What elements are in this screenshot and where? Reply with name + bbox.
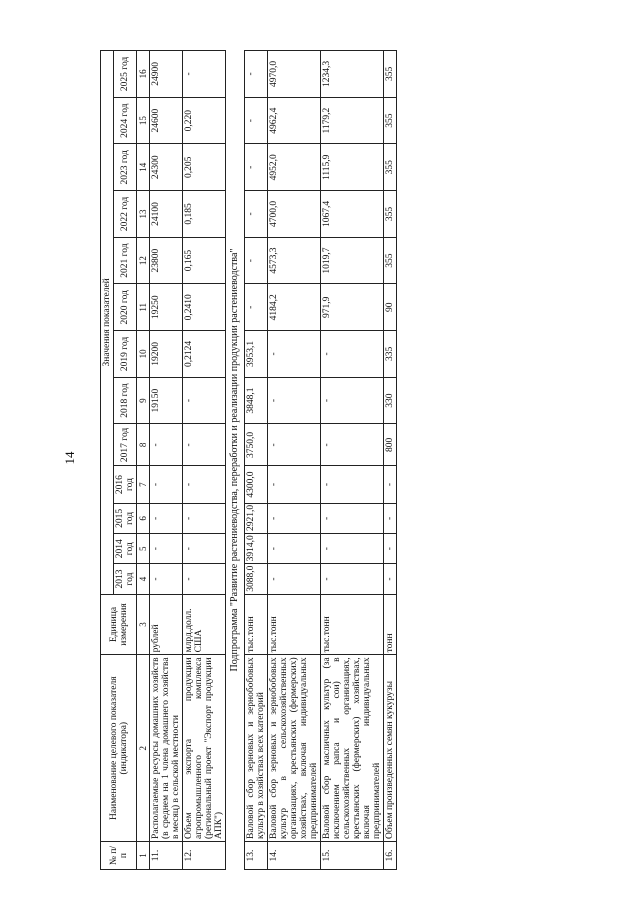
value-cell: 3914,0 xyxy=(245,534,268,564)
header-year: 2022 год xyxy=(114,191,137,238)
header-year: 2016 год xyxy=(114,466,137,503)
indicator-name: Валовой сбор зерновых и зернобобовых культур в хозяйствах всех категорий xyxy=(245,655,268,842)
column-numbers-row xyxy=(137,51,150,870)
row-number: 14. xyxy=(268,842,321,870)
value-cell: 0,2410 xyxy=(183,284,226,331)
column-number: 11 xyxy=(137,284,150,331)
value-cell: - xyxy=(150,534,183,564)
column-number: 4 xyxy=(137,564,150,594)
value-cell: - xyxy=(245,237,268,284)
value-cell: 0,205 xyxy=(183,144,226,191)
indicator-name: Объем произведенных семян кукурузы xyxy=(384,655,397,842)
value-cell: 3088,0 xyxy=(245,564,268,594)
value-cell: 3953,1 xyxy=(245,331,268,378)
column-number: 8 xyxy=(137,424,150,466)
value-cell: - xyxy=(183,51,226,98)
subprogram-title: Подпрограмма "Развитие растениеводства, переработки и реализации продукции растениеводства" xyxy=(229,248,240,672)
value-cell: - xyxy=(245,97,268,144)
indicator-name: Располагаемые ресурсы домашних хозяйств (в среднем на 1 члена домашнего хозяйства в месяц) в сельской местности xyxy=(150,655,183,842)
unit-cell: млрд.долл. США xyxy=(183,594,226,655)
header-year: 2014 год xyxy=(114,534,137,564)
header-values-group: Значения показателей xyxy=(101,51,114,595)
value-cell: - xyxy=(268,331,321,378)
column-number: 15 xyxy=(137,97,150,144)
header-year: 2024 год xyxy=(114,97,137,144)
value-cell: 330 xyxy=(384,377,397,424)
value-cell: - xyxy=(268,466,321,503)
unit-cell: тыс.тонн xyxy=(245,594,268,655)
column-number: 2 xyxy=(137,655,150,842)
unit-cell: тонн xyxy=(384,594,397,655)
header-unit: Единица измерения xyxy=(101,594,137,655)
value-cell: - xyxy=(183,466,226,503)
column-number: 5 xyxy=(137,534,150,564)
value-cell: - xyxy=(321,331,384,378)
value-cell: - xyxy=(183,503,226,533)
value-cell: 4573,3 xyxy=(268,237,321,284)
value-cell: - xyxy=(245,284,268,331)
value-cell: 19200 xyxy=(150,331,183,378)
value-cell: 0,2124 xyxy=(183,331,226,378)
value-cell: - xyxy=(183,424,226,466)
value-cell: - xyxy=(150,424,183,466)
value-cell: 4952,0 xyxy=(268,144,321,191)
value-cell: 0,185 xyxy=(183,191,226,238)
row-number: 15. xyxy=(321,842,384,870)
value-cell: - xyxy=(245,144,268,191)
value-cell: - xyxy=(384,466,397,503)
column-number: 1 xyxy=(137,842,150,870)
value-cell: 355 xyxy=(384,237,397,284)
value-cell: - xyxy=(268,503,321,533)
value-cell: 1115,9 xyxy=(321,144,384,191)
column-number: 7 xyxy=(137,466,150,503)
value-cell: 355 xyxy=(384,191,397,238)
value-cell: 1019,7 xyxy=(321,237,384,284)
value-cell: - xyxy=(245,191,268,238)
value-cell: 24600 xyxy=(150,97,183,144)
value-cell: 24100 xyxy=(150,191,183,238)
value-cell: 1067,4 xyxy=(321,191,384,238)
header-year: 2021 год xyxy=(114,237,137,284)
value-cell: 4970,0 xyxy=(268,51,321,98)
value-cell: 800 xyxy=(384,424,397,466)
value-cell: 355 xyxy=(384,51,397,98)
value-cell: 19150 xyxy=(150,377,183,424)
subprogram-row xyxy=(226,51,245,870)
row-number: 16. xyxy=(384,842,397,870)
column-number: 16 xyxy=(137,51,150,98)
value-cell: - xyxy=(321,377,384,424)
table-row xyxy=(384,51,397,870)
indicator-name: Валовой сбор зерновых и зернобобовых культур в сельскохозяйственных организациях, крестьянских (фермерских) хозяйствах, включая индивидуальных предпринимателей xyxy=(268,655,321,842)
header-year: 2025 год xyxy=(114,51,137,98)
value-cell: - xyxy=(321,503,384,533)
table-row xyxy=(245,51,268,870)
value-cell: - xyxy=(321,564,384,594)
table-row xyxy=(321,51,384,870)
column-number: 6 xyxy=(137,503,150,533)
header-year: 2018 год xyxy=(114,377,137,424)
value-cell: - xyxy=(150,564,183,594)
value-cell: - xyxy=(268,377,321,424)
unit-cell: рублей xyxy=(150,594,183,655)
value-cell: 4962,4 xyxy=(268,97,321,144)
value-cell: - xyxy=(384,534,397,564)
page-number: 14 xyxy=(62,451,77,465)
value-cell: 23800 xyxy=(150,237,183,284)
value-cell: 1234,3 xyxy=(321,51,384,98)
value-cell: - xyxy=(268,564,321,594)
header-year: 2017 год xyxy=(114,424,137,466)
column-number: 12 xyxy=(137,237,150,284)
header-year: 2015 год xyxy=(114,503,137,533)
column-number: 13 xyxy=(137,191,150,238)
table-row xyxy=(150,51,183,870)
value-cell: 0,220 xyxy=(183,97,226,144)
header-no: № п/п xyxy=(101,842,137,870)
value-cell: 19250 xyxy=(150,284,183,331)
value-cell: - xyxy=(321,424,384,466)
value-cell: 3848,1 xyxy=(245,377,268,424)
value-cell: 355 xyxy=(384,144,397,191)
row-number: 12. xyxy=(183,842,226,870)
value-cell: 1179,2 xyxy=(321,97,384,144)
value-cell: - xyxy=(384,564,397,594)
header-name: Наименование целевого показателя (индикатора) xyxy=(101,655,137,842)
value-cell: 4184,2 xyxy=(268,284,321,331)
value-cell: 0,165 xyxy=(183,237,226,284)
unit-cell: тыс.тонн xyxy=(268,594,321,655)
value-cell: - xyxy=(150,466,183,503)
table-row xyxy=(183,51,226,870)
value-cell: 971,9 xyxy=(321,284,384,331)
value-cell: - xyxy=(384,503,397,533)
column-number: 14 xyxy=(137,144,150,191)
column-number: 10 xyxy=(137,331,150,378)
value-cell: 335 xyxy=(384,331,397,378)
value-cell: 24900 xyxy=(150,51,183,98)
row-number: 11. xyxy=(150,842,183,870)
indicator-name: Объем экспорта продукции агропромышленного комплекса (региональный проект "Экспорт продукции АПК") xyxy=(183,655,226,842)
value-cell: - xyxy=(268,424,321,466)
value-cell: - xyxy=(183,564,226,594)
row-number: 13. xyxy=(245,842,268,870)
indicators-table xyxy=(100,50,397,870)
value-cell: - xyxy=(245,51,268,98)
header-year: 2020 год xyxy=(114,284,137,331)
header-year: 2013 год xyxy=(114,564,137,594)
value-cell: 3750,0 xyxy=(245,424,268,466)
value-cell: 90 xyxy=(384,284,397,331)
column-number: 9 xyxy=(137,377,150,424)
value-cell: - xyxy=(321,534,384,564)
value-cell: 355 xyxy=(384,97,397,144)
value-cell: 4300,0 xyxy=(245,466,268,503)
value-cell: - xyxy=(150,503,183,533)
unit-cell: тыс.тонн xyxy=(321,594,384,655)
value-cell: 4700,0 xyxy=(268,191,321,238)
column-number: 3 xyxy=(137,594,150,655)
value-cell: - xyxy=(183,534,226,564)
value-cell: - xyxy=(321,466,384,503)
indicator-name: Валовой сбор масличных культур (за исключением рапса и сои) в сельскохозяйственных организациях, крестьянских (фермерских) хозяйствах, включая индивидуальных предпринимателей xyxy=(321,655,384,842)
value-cell: 24300 xyxy=(150,144,183,191)
value-cell: - xyxy=(268,534,321,564)
table-body xyxy=(150,51,397,870)
header-year: 2023 год xyxy=(114,144,137,191)
value-cell: 2921,0 xyxy=(245,503,268,533)
table-row xyxy=(268,51,321,870)
header-year: 2019 год xyxy=(114,331,137,378)
table-container xyxy=(100,20,640,880)
value-cell: - xyxy=(183,377,226,424)
